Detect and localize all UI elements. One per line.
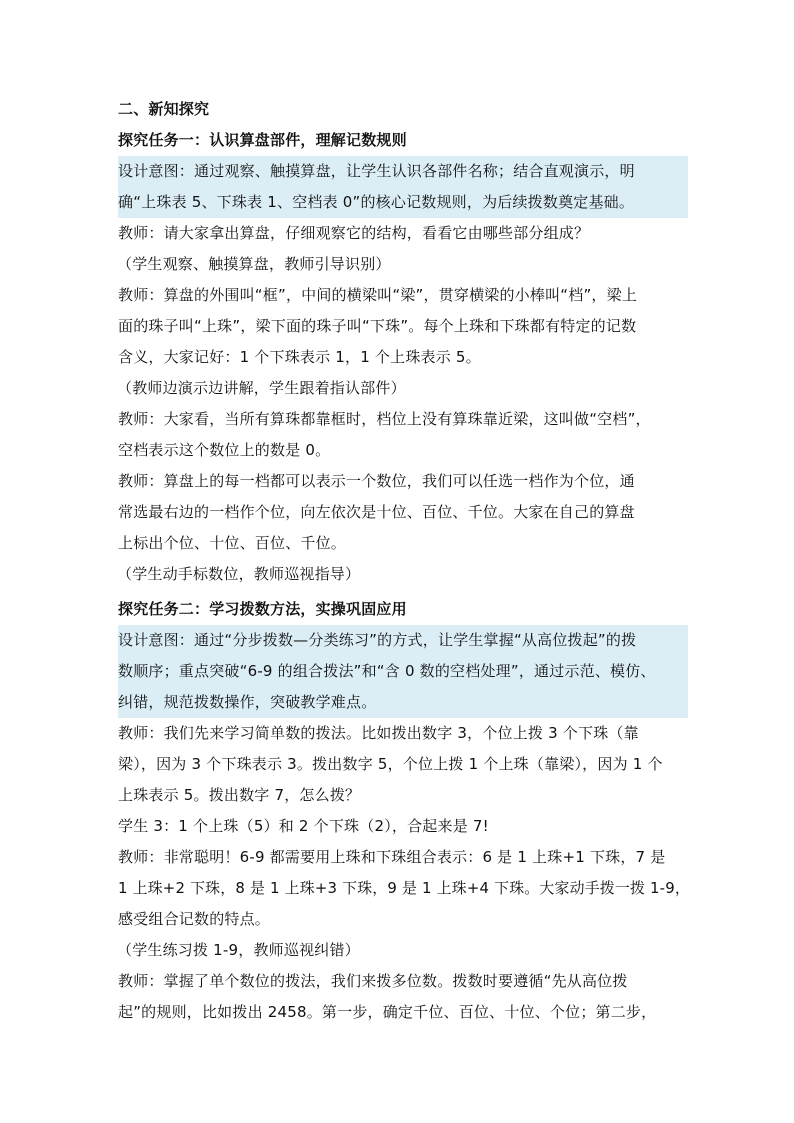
task1-line: 教师：算盘的外围叫“框”，中间的横梁叫“梁”，贯穿横梁的小棒叫“档”，梁上 xyxy=(118,286,638,304)
task2-line: 教师：我们先来学习简单数的拨法。比如拨出数字 3，个位上拨 3 个下珠（靠 xyxy=(118,724,639,742)
task2-design-line: 设计意图：通过“分步拨数—分类练习”的方式，让学生掌握“从高位拨起”的拨 xyxy=(118,631,637,649)
task2-line: 起”的规则，比如拨出 2458。第一步，确定千位、百位、十位、个位；第二步， xyxy=(118,1003,657,1021)
task1-line: 上标出个位、十位、百位、千位。 xyxy=(118,534,347,552)
task2-line: 教师：掌握了单个数位的拨法，我们来拨多位数。拨数时要遵循“先从高位拨 xyxy=(118,972,628,990)
task1-line: 空档表示这个数位上的数是 0。 xyxy=(118,441,331,459)
task1-title: 探究任务一：认识算盘部件，理解记数规则 xyxy=(118,131,407,149)
task2-line: 感受组合记数的特点。 xyxy=(118,910,271,928)
task1-line: 教师：算盘上的每一档都可以表示一个数位，我们可以任选一档作为个位，通 xyxy=(118,472,635,490)
task1-line: 教师：大家看，当所有算珠都靠框时，档位上没有算珠靠近梁，这叫做“空档”， xyxy=(118,410,651,428)
task1-line: 教师：请大家拿出算盘，仔细观察它的结构，看看它由哪些部分组成？ xyxy=(118,224,590,242)
task2-design-line: 纠错，规范拨数操作，突破教学难点。 xyxy=(118,693,377,711)
task1-design-line: 设计意图：通过观察、触摸算盘，让学生认识各部件名称；结合直观演示，明 xyxy=(118,162,635,180)
task1-line: 面的珠子叫“上珠”，梁下面的珠子叫“下珠”。每个上珠和下珠都有特定的记数 xyxy=(118,317,637,335)
task2-line: 学生 3：1 个上珠（5）和 2 个下珠（2），合起来是 7! xyxy=(118,817,489,835)
task2-line: 1 上珠+2 下珠，8 是 1 上珠+3 下珠，9 是 1 上珠+4 下珠。大家动手拨一拨 1-9， xyxy=(118,879,691,897)
task2-line: 教师：非常聪明！6-9 都需要用上珠和下珠组合表示：6 是 1 上珠+1 下珠，7 是 xyxy=(118,848,666,866)
task2-line: （学生练习拨 1-9，教师巡视纠错） xyxy=(117,941,360,959)
task2-title: 探究任务二：学习拨数方法，实操巩固应用 xyxy=(118,600,407,618)
task2-line: 上珠表示 5。拨出数字 7，怎么拨？ xyxy=(118,786,361,804)
task1-line: 含义，大家记好：1 个下珠表示 1，1 个上珠表示 5。 xyxy=(118,348,481,366)
task1-line: （学生观察、触摸算盘，教师引导识别） xyxy=(117,255,391,273)
task2-design-line: 数顺序；重点突破“6-9 的组合拨法”和“含 0 数的空档处理”，通过示范、模仿、 xyxy=(118,662,656,680)
section-heading: 二、新知探究 xyxy=(118,100,210,118)
task1-design-line: 确“上珠表 5、下珠表 1、空档表 0”的核心记数规则，为后续拨数奠定基础。 xyxy=(118,193,635,211)
task1-line: （学生动手标数位，教师巡视指导） xyxy=(117,565,361,583)
task1-line: 常选最右边的一档作个位，向左依次是十位、百位、千位。大家在自己的算盘 xyxy=(118,503,635,521)
task1-line: （教师边演示边讲解，学生跟着指认部件） xyxy=(117,379,406,397)
task2-line: 梁），因为 3 个下珠表示 3。拨出数字 5，个位上拨 1 个上珠（靠梁），因为 1 个 xyxy=(118,755,663,773)
